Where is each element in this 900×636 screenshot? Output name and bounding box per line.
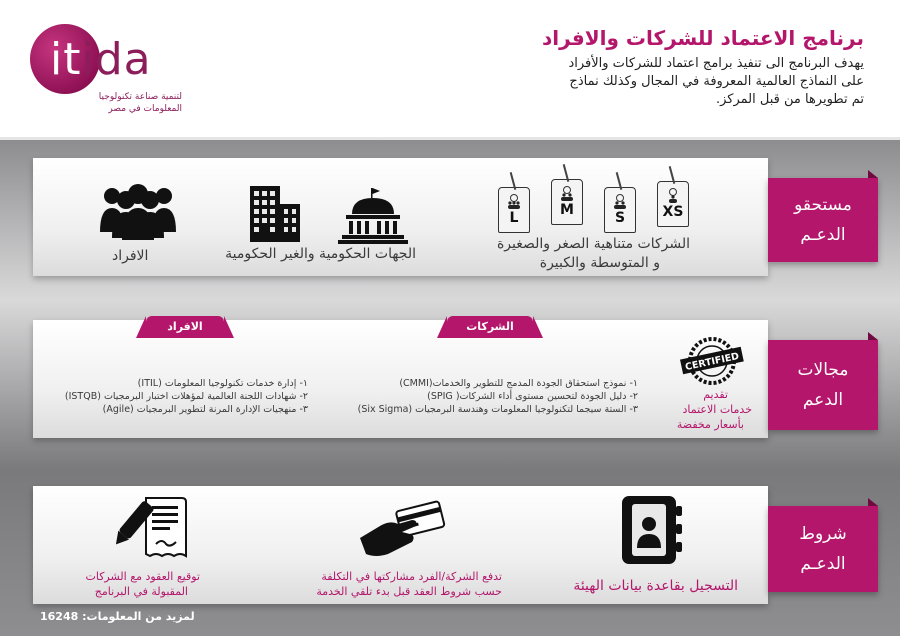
individuals-text: الافراد bbox=[112, 248, 149, 264]
card-payment-icon bbox=[358, 500, 448, 560]
offer-line1: تقديم bbox=[703, 388, 728, 401]
government-text: الجهات الحكومية والغير الحكومية bbox=[225, 246, 416, 262]
conditions-label-line1: شروط bbox=[799, 524, 847, 544]
intro-line-3: تم تطويرها من قبل المركز. bbox=[715, 92, 864, 107]
companies-text-line2: و المتوسطة والكبيرة bbox=[539, 255, 660, 271]
beneficiaries-label-line2: الدعـم bbox=[800, 225, 846, 245]
logo-wordmark bbox=[50, 34, 152, 85]
pay-line2: حسب شروط العقد قبل بدء تلقي الخدمة bbox=[316, 585, 502, 598]
logo-text-it: it bbox=[50, 34, 82, 85]
sign-line1: توقيع العقود مع الشركات bbox=[85, 570, 200, 583]
signing-contract-icon bbox=[116, 496, 188, 560]
certified-stamp-icon bbox=[680, 336, 744, 386]
logo-subtitle-line2: المعلومات في مصر bbox=[108, 104, 182, 114]
fields-label bbox=[768, 340, 878, 430]
more-info-footer: لمزيد من المعلومات: 16248 bbox=[40, 610, 195, 623]
size-tag-l bbox=[498, 187, 530, 233]
size-tag-xs-label: XS bbox=[662, 204, 684, 220]
companies-item-2: ٢- دليل الجودة لتحسين مستوى أداء الشركات( SPIG) bbox=[427, 391, 638, 402]
offer-line2: خدمات الاعتماد bbox=[682, 403, 752, 416]
intro-line-1: يهدف البرنامج الى تنفيذ برامج اعتماد للشركات والأفراد bbox=[568, 56, 864, 71]
sign-line2: المقبولة في البرنامج bbox=[94, 585, 188, 598]
individuals-item-1: ١- إدارة خدمات تكنولوجيا المعلومات (ITIL) bbox=[137, 378, 308, 389]
itida-logo bbox=[28, 24, 188, 124]
fields-label-line2: الدعم bbox=[802, 390, 844, 410]
people-group-icon bbox=[98, 182, 178, 240]
pay-line1: تدفع الشركة/الفرد مشاركتها في التكلفة bbox=[321, 570, 502, 583]
intro-line-2: على النماذج العالمية المعروفة في المجال وكذلك نماذج bbox=[569, 74, 864, 89]
offer-line3: بأسعار مخفضة bbox=[676, 418, 744, 431]
tab-companies: الشركات bbox=[447, 316, 533, 338]
individuals-item-2: ٢- شهادات اللجنة العالمية لمؤهلات اختبار البرمجيات (ISTQB) bbox=[64, 391, 308, 402]
tab-individuals: الافراد bbox=[146, 316, 224, 338]
conditions-label-line2: الدعـم bbox=[800, 554, 846, 574]
size-tag-xs bbox=[657, 181, 689, 227]
companies-text-line1: الشركات متناهية الصغر والصغيرة bbox=[496, 236, 690, 252]
logo-text-ida: ida bbox=[81, 34, 152, 85]
government-building-icon bbox=[338, 188, 408, 244]
page-title: برنامج الاعتماد للشركات والافراد bbox=[542, 26, 864, 50]
size-tag-m bbox=[551, 179, 583, 225]
companies-item-1: ١- نموذج استحقاق الجودة المدمج للتطوير والخدمات(CMMI) bbox=[399, 378, 638, 389]
beneficiaries-label bbox=[768, 178, 878, 262]
conditions-label bbox=[768, 506, 878, 592]
beneficiaries-label-line1: مستحقو bbox=[794, 195, 852, 215]
companies-item-3: ٣- الستة سيجما لتكنولوجيا المعلومات وهندسة البرمجيات (Six Sigma) bbox=[357, 404, 638, 415]
stamp-text: CERTIFIED bbox=[684, 350, 741, 374]
contact-book-icon bbox=[618, 494, 684, 566]
register-text: التسجيل بقاعدة بيانات الهيئة bbox=[573, 578, 738, 594]
header bbox=[0, 0, 900, 140]
size-tag-s bbox=[604, 187, 636, 233]
logo-subtitle-line1: لتنمية صناعة تكنولوجيا bbox=[98, 92, 182, 102]
office-buildings-icon bbox=[248, 184, 302, 242]
size-tag-s-label: S bbox=[614, 210, 626, 226]
size-tag-l-label: L bbox=[509, 210, 519, 226]
individuals-item-3: ٣- منهجيات الإدارة المرنة لتطوير البرمجيات (Agile) bbox=[102, 404, 308, 415]
size-tag-m-label: M bbox=[560, 202, 574, 218]
fields-label-line1: مجالات bbox=[797, 360, 849, 380]
